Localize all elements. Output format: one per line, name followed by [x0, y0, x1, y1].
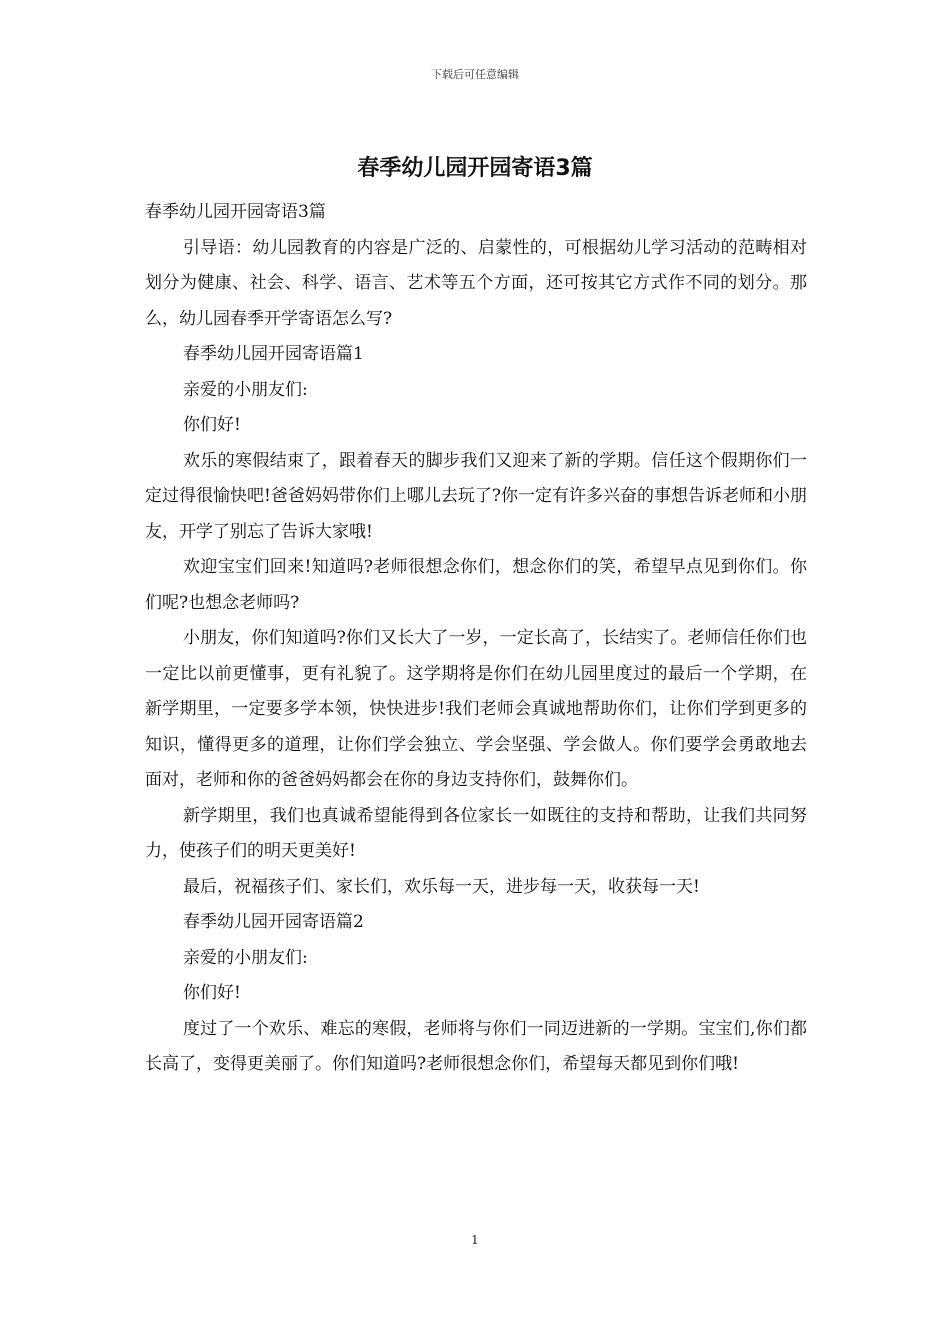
body-paragraph: 欢乐的寒假结束了，跟着春天的脚步我们又迎来了新的学期。信任这个假期你们一定过得很愉快吧!爸爸妈妈带你们上哪儿去玩了?你一定有许多兴奋的事想告诉老师和小朋友，开学了别忘了告诉大家哦!	[145, 450, 807, 542]
document-body	[145, 195, 807, 1083]
document-title: 春季幼儿园开园寄语3篇	[357, 156, 593, 181]
body-paragraph: 新学期里，我们也真诚希望能得到各位家长一如既往的支持和帮助，让我们共同努力，使孩子们的明天更美好!	[145, 805, 807, 861]
page-header-note: 下载后可任意编辑	[431, 68, 519, 81]
body-paragraph: 小朋友，你们知道吗?你们又长大了一岁，一定长高了，长结实了。老师信任你们也一定比以前更懂事，更有礼貌了。这学期将是你们在幼儿园里度过的最后一个学期，在新学期里，一定要多学本领，快快进步!我们老师会真诚地帮助你们，让你们学到更多的知识，懂得更多的道理，让你们学会独立、学会坚强、学会做人。你们要学会勇敢地去面对，老师和你的爸爸妈妈都会在你的身边支持你们，鼓舞你们。	[145, 628, 807, 790]
section-heading-1: 春季幼儿园开园寄语篇1	[183, 344, 364, 364]
body-paragraph: 度过了一个欢乐、难忘的寒假，老师将与你们一同迈进新的一学期。宝宝们,你们都长高了，变得更美丽了。你们知道吗?老师很想念你们，希望每天都见到你们哦!	[145, 1018, 807, 1074]
page-number: 1	[471, 1233, 479, 1247]
greeting-1: 你们好!	[183, 415, 241, 435]
body-paragraph: 欢迎宝宝们回来!知道吗?老师很想念你们，想念你们的笑，希望早点见到你们。你们呢?也想念老师吗?	[145, 557, 807, 613]
subtitle-line: 春季幼儿园开园寄语3篇	[145, 202, 326, 222]
closing-paragraph: 最后，祝福孩子们、家长们，欢乐每一天，进步每一天，收获每一天!	[183, 876, 700, 897]
salutation-1: 亲爱的小朋友们:	[183, 379, 308, 400]
section-heading-2: 春季幼儿园开园寄语篇2	[183, 912, 364, 932]
greeting-2: 你们好!	[183, 983, 241, 1003]
intro-paragraph: 引导语：幼儿园教育的内容是广泛的、启蒙性的，可根据幼儿学习活动的范畴相对划分为健康、社会、科学、语言、艺术等五个方面，还可按其它方式作不同的划分。那么，幼儿园春季开学寄语怎么写?	[145, 237, 807, 329]
salutation-2: 亲爱的小朋友们:	[183, 947, 308, 968]
